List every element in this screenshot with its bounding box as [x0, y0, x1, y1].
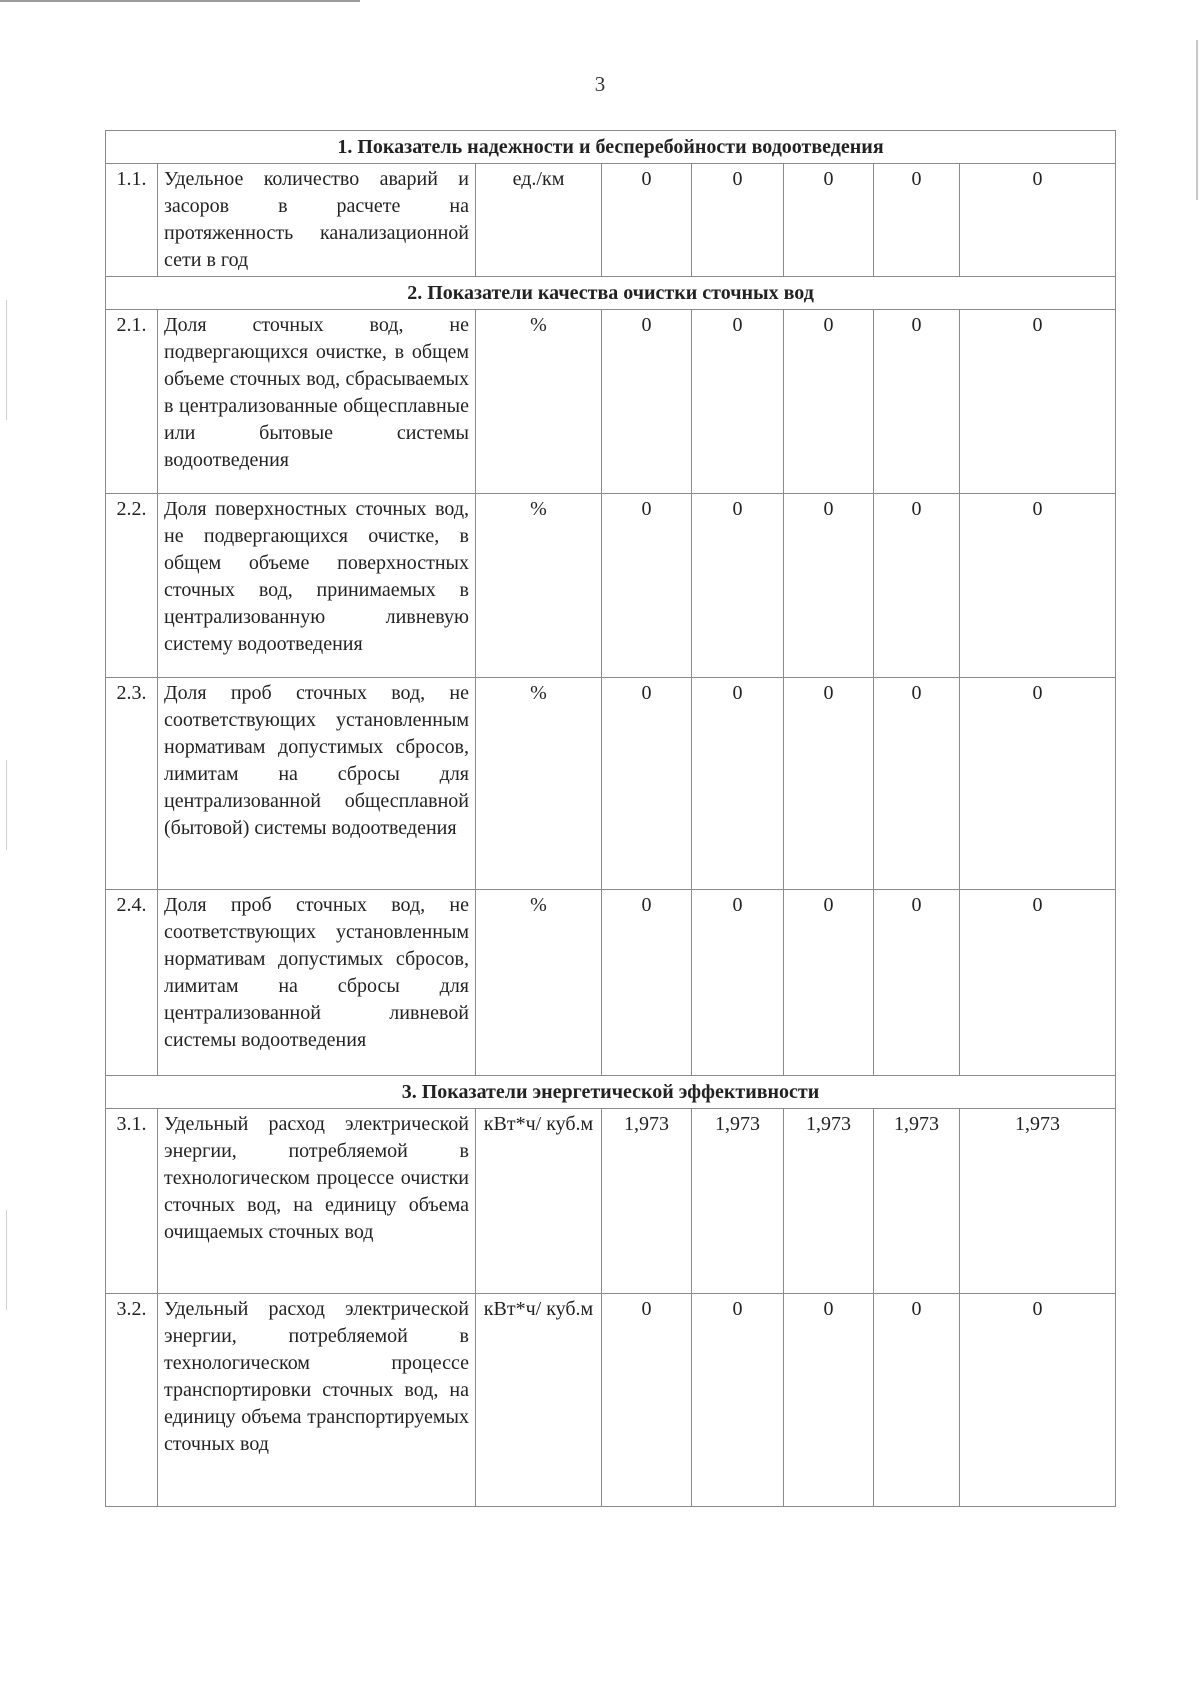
value-cell: 0: [692, 678, 784, 890]
table-row: [106, 494, 1116, 678]
indicator-description: Доля проб сточных вод, не соответствующих установленным нормативам допустимых сбросов, лимитам на сбросы для централизованной ливневой системы водоотведения: [158, 890, 476, 1076]
section-title: 3. Показатели энергетической эффективности: [106, 1076, 1116, 1109]
value-cell: 0: [874, 164, 960, 277]
value-cell: 0: [960, 678, 1116, 890]
value-cell: 0: [602, 1294, 692, 1507]
scan-edge-mark: [6, 760, 7, 850]
value-cell: 0: [874, 494, 960, 678]
row-number: 2.2.: [106, 494, 158, 678]
value-cell: 0: [874, 310, 960, 494]
value-cell: 0: [602, 310, 692, 494]
value-cell: 0: [602, 164, 692, 277]
indicator-description: Доля сточных вод, не подвергающихся очистке, в общем объеме сточных вод, сбрасываемых в централизованные общесплавные или бытовые системы водоотведения: [158, 310, 476, 494]
section-title: 2. Показатели качества очистки сточных вод: [106, 277, 1116, 310]
unit: кВт*ч/ куб.м: [476, 1294, 602, 1507]
unit: %: [476, 678, 602, 890]
table-row: [106, 1294, 1116, 1507]
unit: %: [476, 310, 602, 494]
value-cell: 1,973: [692, 1109, 784, 1294]
row-number: 1.1.: [106, 164, 158, 277]
table-row: [106, 890, 1116, 1076]
value-cell: 0: [784, 890, 874, 1076]
value-cell: 0: [960, 310, 1116, 494]
value-cell: 0: [784, 494, 874, 678]
section-header-row: [106, 1076, 1116, 1109]
row-number: 2.1.: [106, 310, 158, 494]
value-cell: 0: [960, 494, 1116, 678]
value-cell: 0: [784, 164, 874, 277]
indicator-description: Удельное количество аварий и засоров в расчете на протяженность канализационной сети в год: [158, 164, 476, 277]
section-title: 1. Показатель надежности и бесперебойности водоотведения: [106, 131, 1116, 164]
value-cell: 0: [692, 890, 784, 1076]
scan-top-rule: [0, 0, 360, 2]
value-cell: 0: [602, 678, 692, 890]
value-cell: 0: [692, 1294, 784, 1507]
value-cell: 0: [960, 1294, 1116, 1507]
value-cell: 0: [960, 890, 1116, 1076]
unit: %: [476, 494, 602, 678]
indicator-description: Удельный расход электрической энергии, потребляемой в технологическом процессе транспортировки сточных вод, на единицу объема транспортируемых сточных вод: [158, 1294, 476, 1507]
scan-edge-mark: [6, 300, 7, 420]
value-cell: 1,973: [960, 1109, 1116, 1294]
scan-edge-mark: [1196, 40, 1198, 200]
row-number: 2.3.: [106, 678, 158, 890]
value-cell: 1,973: [784, 1109, 874, 1294]
table-row: [106, 310, 1116, 494]
page-number: 3: [594, 72, 606, 96]
value-cell: 0: [602, 890, 692, 1076]
value-cell: 1,973: [602, 1109, 692, 1294]
value-cell: 0: [692, 494, 784, 678]
table-row: [106, 164, 1116, 277]
value-cell: 0: [874, 1294, 960, 1507]
value-cell: 0: [784, 1294, 874, 1507]
value-cell: 0: [960, 164, 1116, 277]
row-number: 2.4.: [106, 890, 158, 1076]
value-cell: 0: [692, 164, 784, 277]
section-header-row: [106, 131, 1116, 164]
unit: %: [476, 890, 602, 1076]
value-cell: 0: [784, 678, 874, 890]
indicator-description: Доля поверхностных сточных вод, не подвергающихся очистке, в общем объеме поверхностных сточных вод, принимаемых в централизованную ливневую систему водоотведения: [158, 494, 476, 678]
value-cell: 0: [602, 494, 692, 678]
value-cell: 0: [874, 678, 960, 890]
row-number: 3.1.: [106, 1109, 158, 1294]
indicators-table: [105, 130, 1116, 1507]
unit: кВт*ч/ куб.м: [476, 1109, 602, 1294]
value-cell: 0: [874, 890, 960, 1076]
value-cell: 0: [692, 310, 784, 494]
table-row: [106, 678, 1116, 890]
table-row: [106, 1109, 1116, 1294]
unit: ед./км: [476, 164, 602, 277]
value-cell: 1,973: [874, 1109, 960, 1294]
indicator-description: Доля проб сточных вод, не соответствующих установленным нормативам допустимых сбросов, лимитам на сбросы для централизованной общесплавной (бытовой) системы водоотведения: [158, 678, 476, 890]
value-cell: 0: [784, 310, 874, 494]
row-number: 3.2.: [106, 1294, 158, 1507]
section-header-row: [106, 277, 1116, 310]
indicator-description: Удельный расход электрической энергии, потребляемой в технологическом процессе очистки сточных вод, на единицу объема очищаемых сточных вод: [158, 1109, 476, 1294]
scan-edge-mark: [6, 1210, 7, 1310]
